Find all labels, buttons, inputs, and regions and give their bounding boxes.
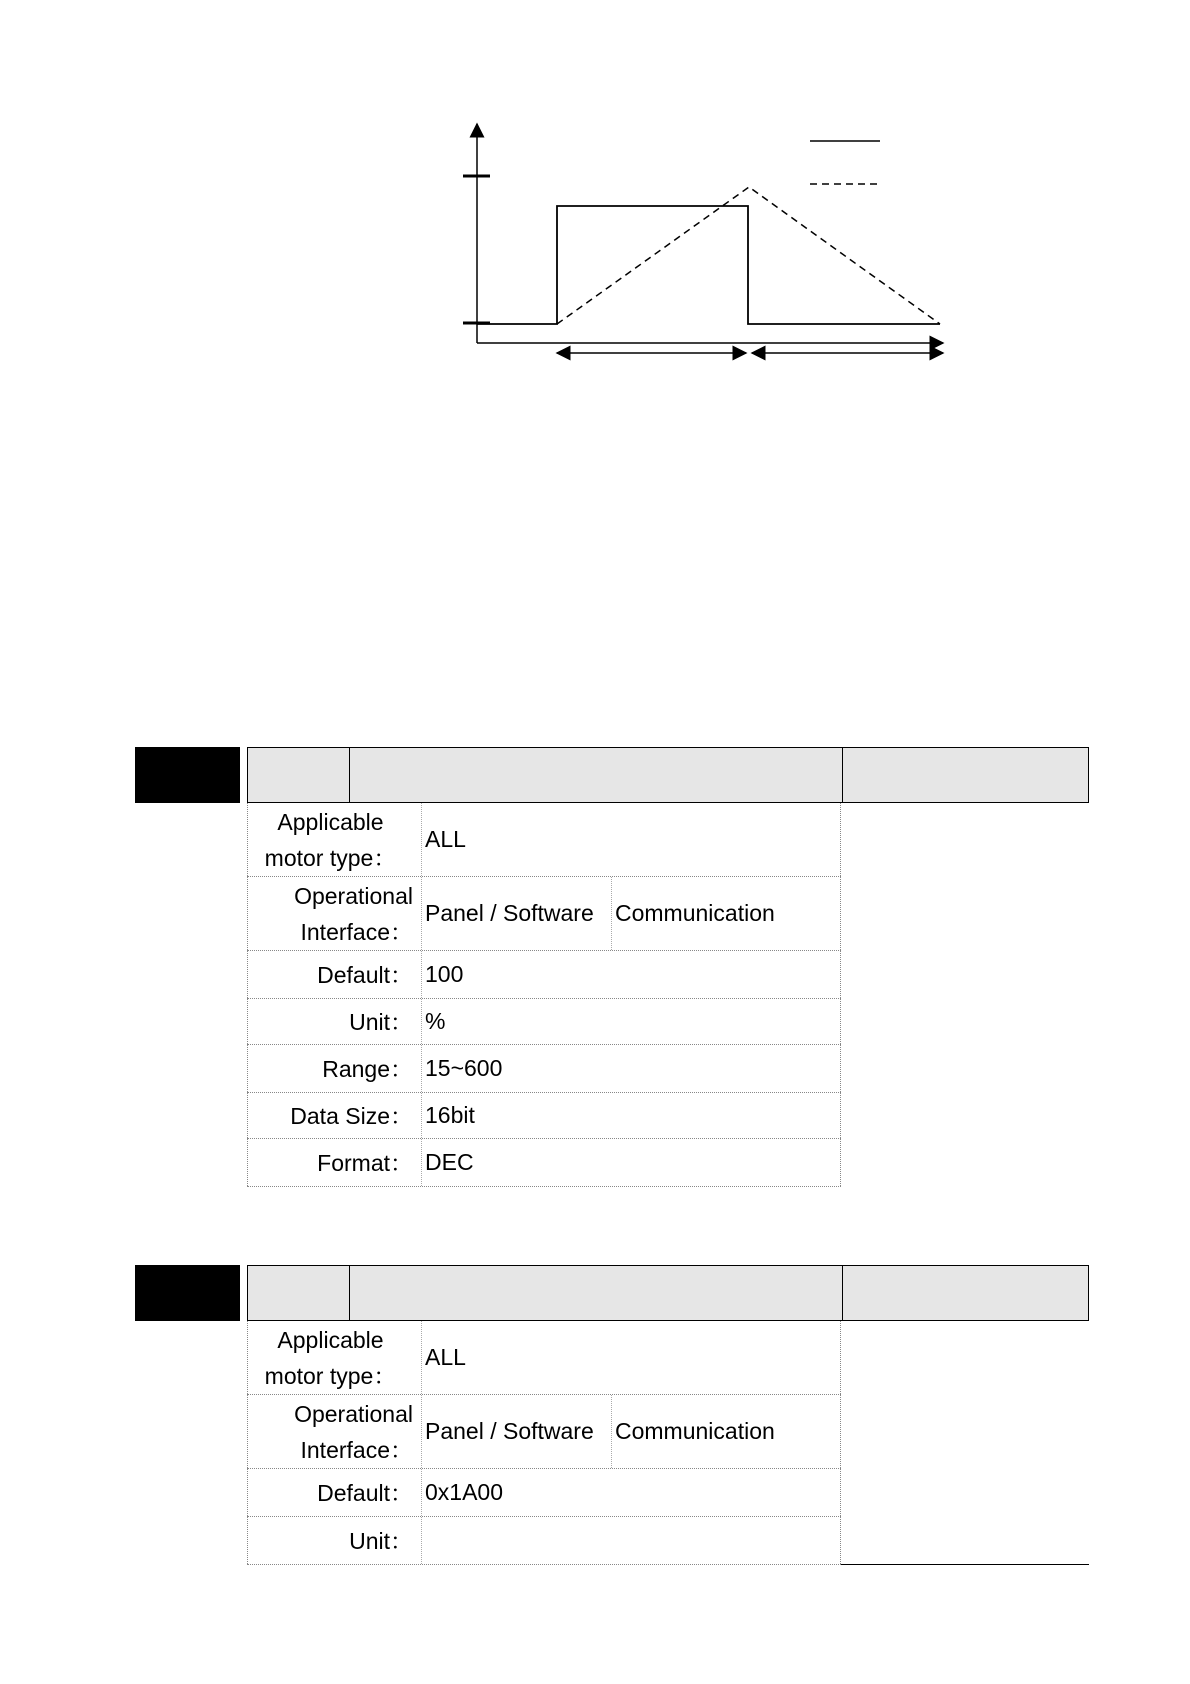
solid-pulse-series [477,206,940,324]
row-label: Unit： [247,1517,422,1564]
table-row [247,1045,841,1093]
row-label-line2: Interface： [300,918,413,945]
timing-diagram [0,0,1190,400]
table-row [247,1395,841,1469]
row-label: Default： [247,951,422,998]
parameter-header [247,747,1089,803]
row-value [425,1517,841,1564]
row-value: % [425,999,841,1044]
row-label-line2: Interface： [300,1436,413,1463]
table-row [247,1139,841,1187]
row-value: Panel / Software [425,877,841,950]
row-label: Data Size： [247,1093,422,1138]
row-value: ALL [425,803,841,876]
parameter-header [247,1265,1089,1321]
row-label: Unit： [247,999,422,1044]
row-value: 16bit [425,1093,841,1138]
row-label: Range： [247,1045,422,1092]
row-value: DEC [425,1139,841,1186]
row-value-2: Communication [611,1395,775,1468]
row-label-line1: Applicable [277,1326,384,1353]
row-value: 15~600 [425,1045,841,1092]
row-label: Format： [247,1139,422,1186]
table-row [247,999,841,1045]
row-label: Default： [247,1469,422,1516]
row-value: 100 [425,951,841,998]
row-label-line1: Applicable [277,808,384,835]
table-row [247,1321,841,1395]
table-bottom-rule [841,1564,1089,1565]
table-row [247,1093,841,1139]
parameter-id-block [135,1265,240,1321]
row-label-line2: motor type： [264,1362,397,1389]
table-row [247,951,841,999]
row-value: Panel / Software [425,1395,841,1468]
table-row [247,1469,841,1517]
row-value: ALL [425,1321,841,1394]
table-row [247,1517,841,1565]
row-value: 0x1A00 [425,1469,841,1516]
row-value-2: Communication [611,877,775,950]
table-row [247,803,841,877]
table-row [247,877,841,951]
parameter-id-block [135,747,240,803]
row-label-line1: Operational [294,882,413,909]
row-label-line1: Operational [294,1400,413,1427]
row-label-line2: motor type： [264,844,397,871]
